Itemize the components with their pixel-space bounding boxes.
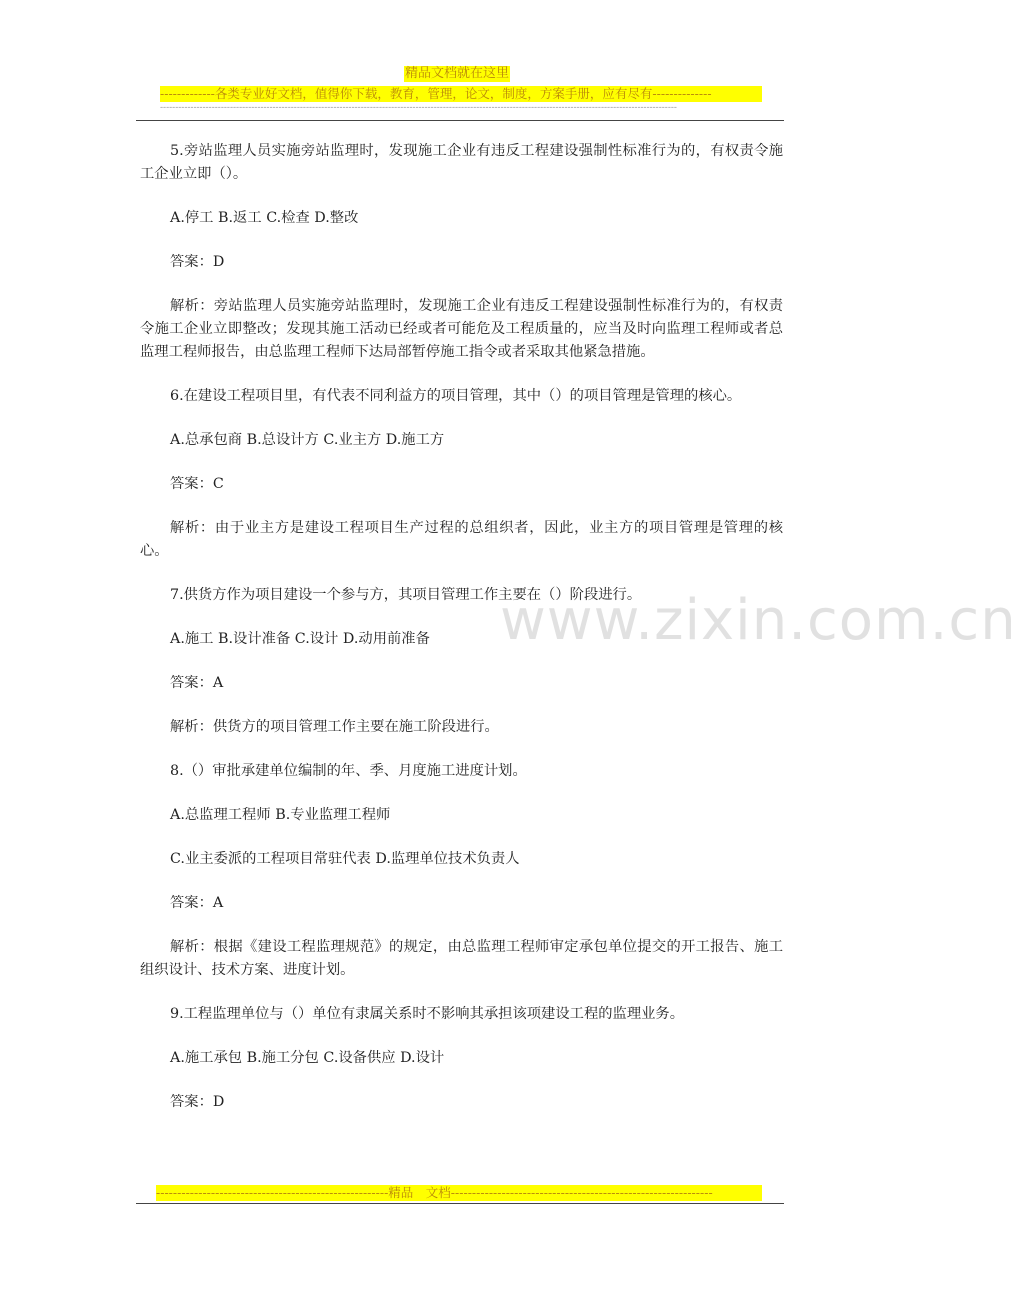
question-8: 8.（）审批承建单位编制的年、季、月度施工进度计划。 <box>170 763 527 779</box>
footer-rule <box>136 1203 784 1204</box>
question-8-answer: 答案：A <box>170 895 224 911</box>
header-tagline: -------------各类专业好文档，值得你下载，教育，管理，论文，制度，方案手册，应有尽有-------------- <box>160 86 762 102</box>
question-6-explanation: 解析：由于业主方是建设工程项目生产过程的总组织者，因此，业主方的项目管理是管理的核心。 <box>140 520 783 559</box>
question-7-answer: 答案：A <box>170 675 224 691</box>
header-title: 精品文档就在这里 <box>405 66 510 81</box>
question-8-options-2: C.业主委派的工程项目常驻代表 D.监理单位技术负责人 <box>170 851 520 867</box>
question-8-options-1: A.总监理工程师 B.专业监理工程师 <box>170 807 391 823</box>
question-6-options: A.总承包商 B.总设计方 C.业主方 D.施工方 <box>170 432 445 448</box>
footer-banner: -------------------------------------------------------精品 文档-------------------------------------------------------------- <box>156 1185 762 1201</box>
header-dashes: -------------------------------------------------------------------------------------------------------------------------------------------------------------------------- <box>160 103 677 113</box>
question-5: 5.旁站监理人员实施旁站监理时，发现施工企业有违反工程建设强制性标准行为的，有权责令施工企业立即（）。 <box>140 143 783 182</box>
question-5-answer: 答案：D <box>170 254 225 270</box>
question-7-options: A.施工 B.设计准备 C.设计 D.动用前准备 <box>170 631 430 647</box>
question-6: 6.在建设工程项目里，有代表不同利益方的项目管理，其中（）的项目管理是管理的核心。 <box>170 388 742 404</box>
question-7: 7.供货方作为项目建设一个参与方，其项目管理工作主要在（）阶段进行。 <box>170 587 642 603</box>
question-5-options: A.停工 B.返工 C.检查 D.整改 <box>170 210 359 226</box>
question-7-explanation: 解析：供货方的项目管理工作主要在施工阶段进行。 <box>170 719 499 735</box>
question-9-options: A.施工承包 B.施工分包 C.设备供应 D.设计 <box>170 1050 445 1066</box>
watermark: www.zixin.com.cn <box>500 588 1017 653</box>
question-5-explanation: 解析：旁站监理人员实施旁站监理时，发现施工企业有违反工程建设强制性标准行为的，有权责令施工企业立即整改；发现其施工活动已经或者可能危及工程质量的，应当及时向监理工程师或者总监理工程师报告，由总监理工程师下达局部暂停施工指令或者采取其他紧急措施。 <box>140 298 783 360</box>
header-rule <box>136 120 784 121</box>
question-9: 9.工程监理单位与（）单位有隶属关系时不影响其承担该项建设工程的监理业务。 <box>170 1006 685 1022</box>
question-8-explanation: 解析：根据《建设工程监理规范》的规定，由总监理工程师审定承包单位提交的开工报告、施工组织设计、技术方案、进度计划。 <box>140 939 783 978</box>
question-9-answer: 答案：D <box>170 1094 225 1110</box>
question-6-answer: 答案：C <box>170 476 224 492</box>
